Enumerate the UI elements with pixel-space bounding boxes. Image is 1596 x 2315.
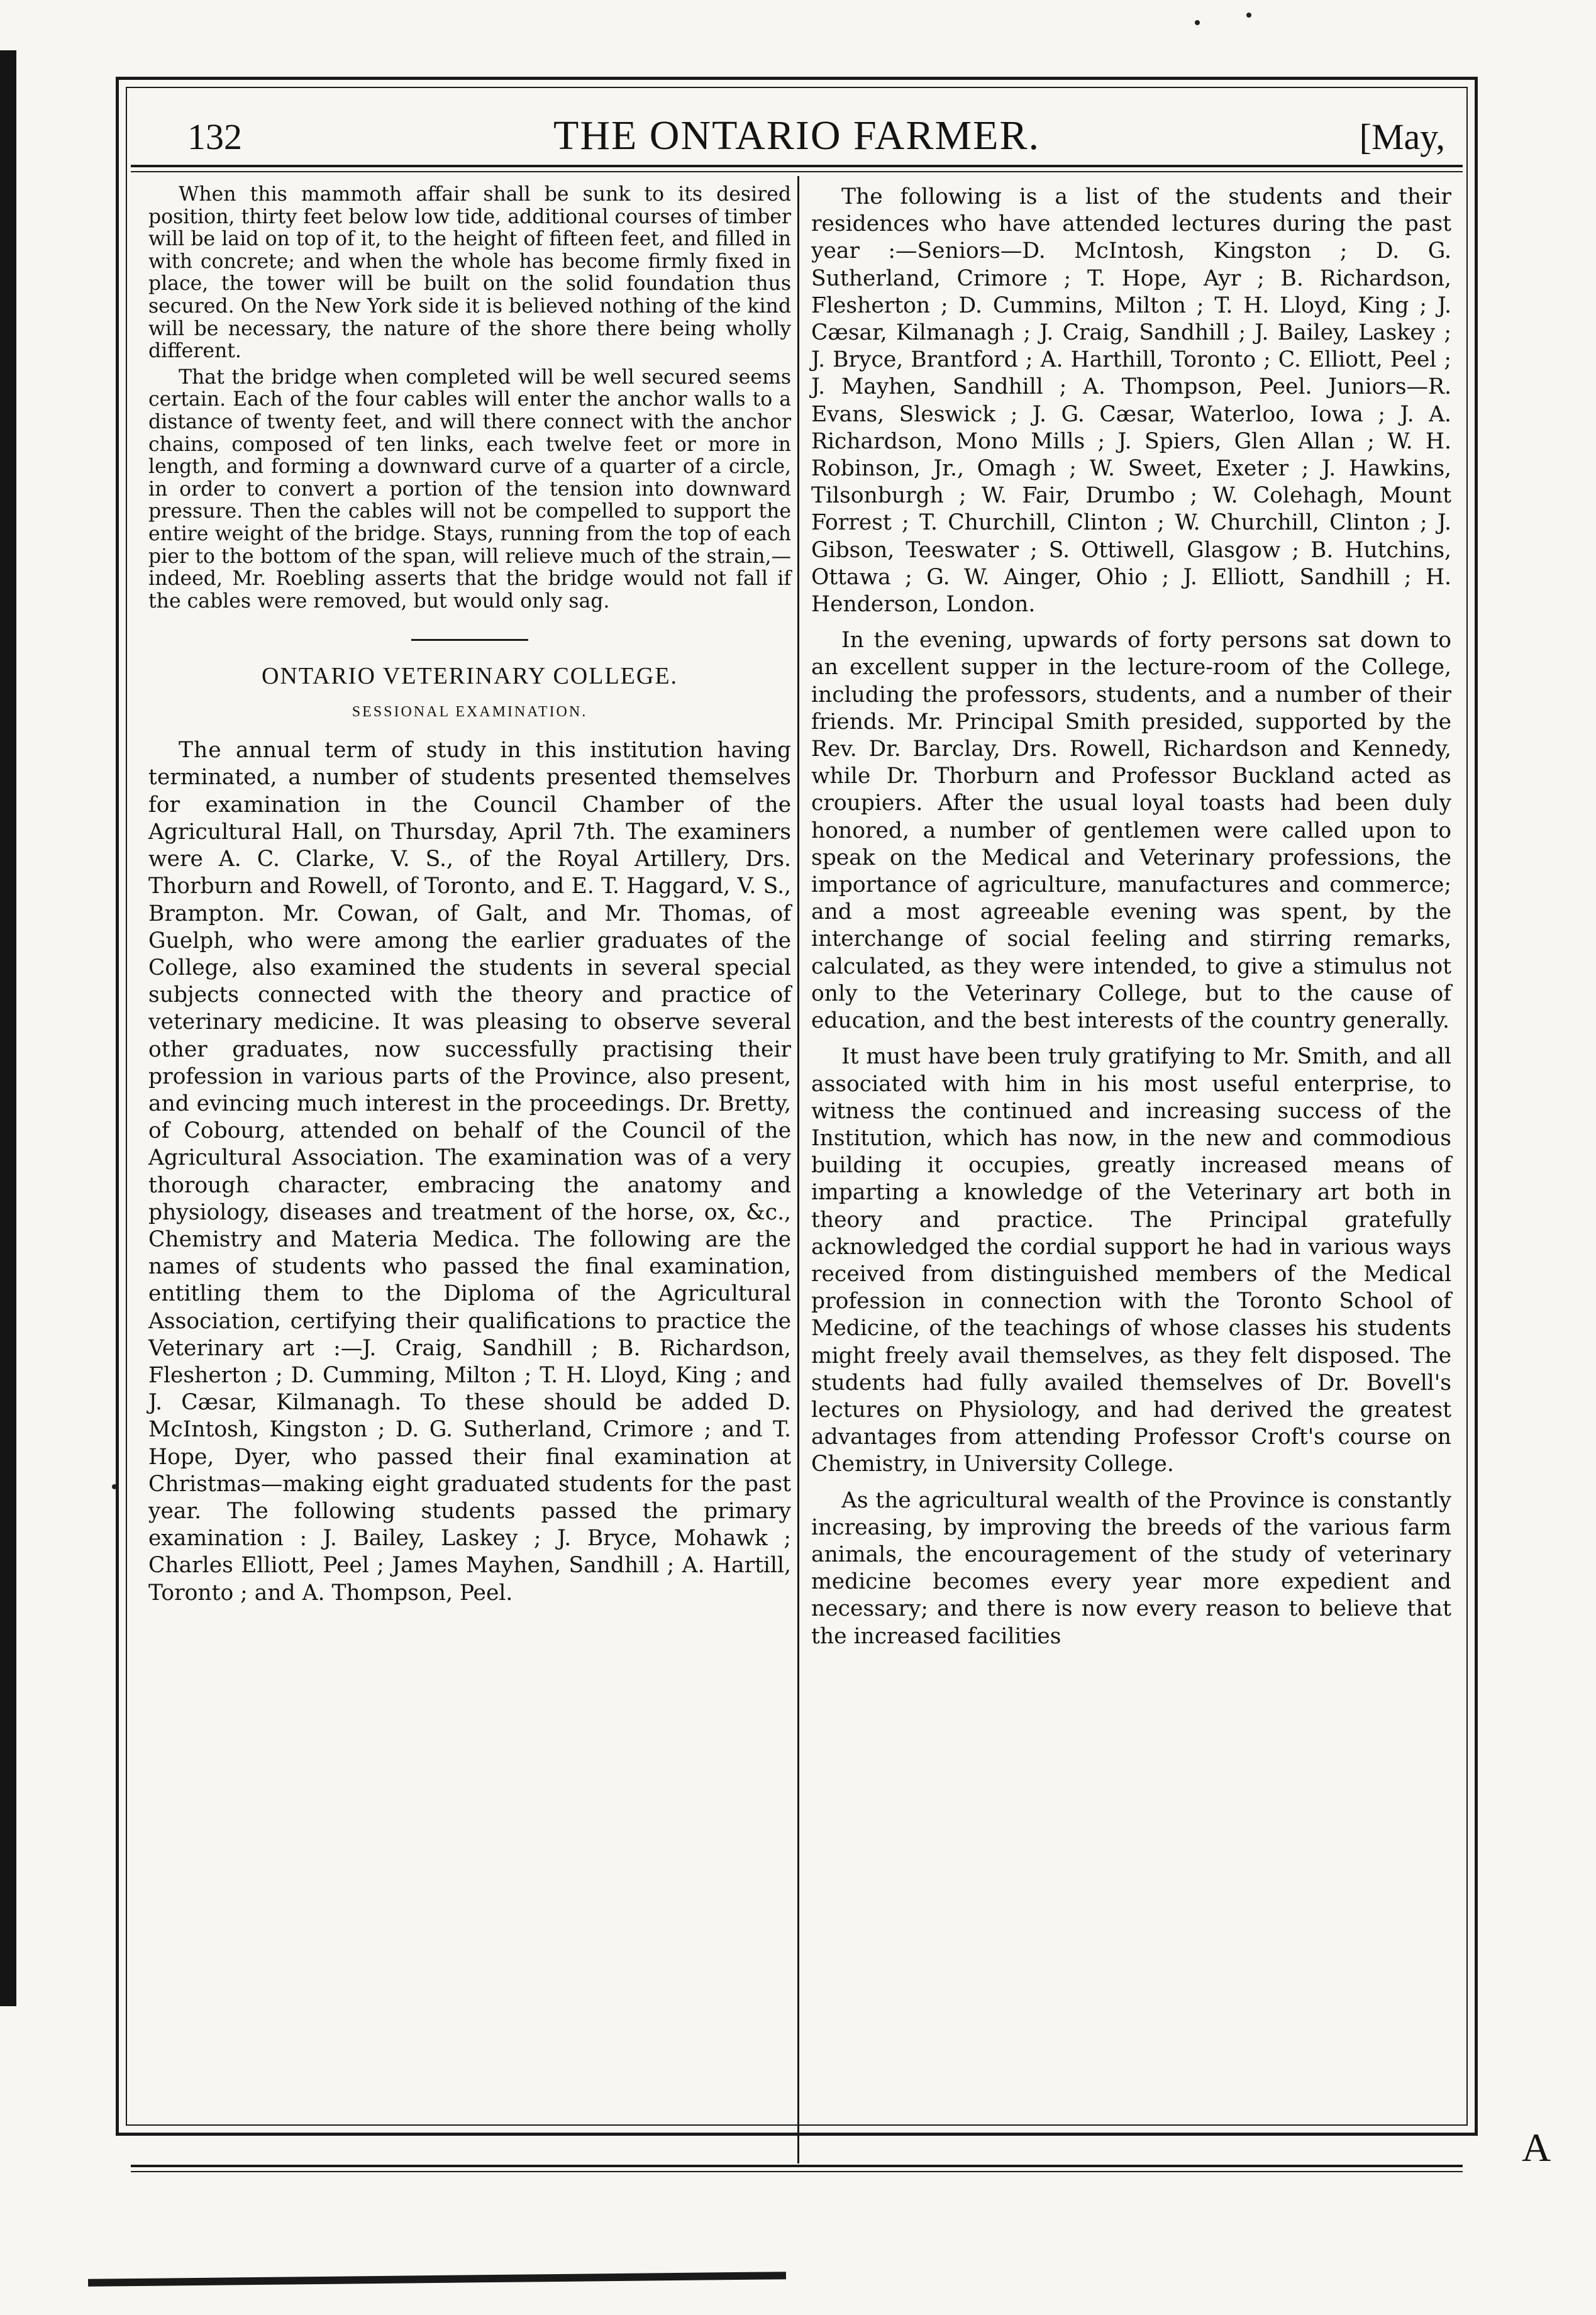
section-separator xyxy=(411,639,528,641)
left-column xyxy=(148,184,791,1607)
scan-speck xyxy=(1246,13,1251,18)
paragraph-agricultural-wealth: As the agricultural wealth of the Province is constantly increasing, by improving the breeds of the various farm animals, the encouragement of the study of veterinary medicine becomes every year more expedient and necessary; and there is now every reason to believe that the increased facilities xyxy=(811,1487,1451,1649)
lead-word: The xyxy=(179,738,222,763)
page-month: [May, xyxy=(1359,116,1445,157)
right-column xyxy=(811,184,1451,1650)
section-title: ONTARIO VETERINARY COLLEGE. xyxy=(261,663,679,690)
scan-speck xyxy=(1195,20,1200,25)
page-number: 132 xyxy=(187,116,242,157)
footer-rule-thin xyxy=(131,2171,1463,2172)
paragraph-examination-body: annual term of study in this institution having terminated, a number of students presented themselves for examination in the Council Chamber of the Agricultural Hall, on Thursday, April 7th. The examiners were A. C. Clarke, V. S., of the Royal Artillery, Drs. Thorburn and Rowell, of Toronto, and E. T. Haggard, V. S., Brampton. Mr. Cowan, of Galt, and Mr. Thomas, of Guelph, who were among the earlier graduates of the College, also examined the students in several special subjects connected with the theory and practice of veterinary medicine. It was pleasing to observe several other graduates, now successfully practising their profession in various parts of the Province, also present, and evincing much interest in the proceedings. Dr. Bretty, of Cobourg, attended on behalf of the Council of the Agricultural Association. The examination was of a very thorough character, embracing the anatomy and physiology, diseases and treatment of the horse, ox, &c., Chemistry and Materia Medica. The following are the names of students who passed the final examination, entitling them to the Diploma of the Agricultural Association, certifying their qualifications to practice the Veterinary art :—J. Craig, Sandhill ; B. Richardson, Flesherton ; D. Cumming, Milton ; T. H. Lloyd, King ; and J. Cæsar, Kilmanagh. To these should be added D. McIntosh, Kingston ; D. G. Sutherland, Crimore ; and T. Hope, Dyer, who passed their final examination at Christmas—making eight graduated students for the past year. The following students passed the primary examination : J. Bailey, Laskey ; J. Bryce, Mohawk ; Charles Elliott, Peel ; James Mayhen, Sandhill ; A. Hartill, Toronto ; and A. Thompson, Peel. xyxy=(148,738,791,1606)
paragraph-student-list: The following is a list of the students and their residences who have attended lectures during the past year :—Seniors—D. McIntosh, Kingston ; D. G. Sutherland, Crimore ; T. Hope, Ayr ; B. Richardson, Flesherton ; D. Cummins, Milton ; T. H. Lloyd, King ; J. Cæsar, Kilmanagh ; J. Craig, Sandhill ; J. Bailey, Laskey ; J. Bryce, Brantford ; A. Harthill, Toronto ; C. Elliott, Peel ; J. Mayhen, Sandhill ; A. Thompson, Peel. Juniors—R. Evans, Sleswick ; J. G. Cæsar, Waterloo, Iowa ; J. A. Richardson, Mono Mills ; J. Spiers, Glen Allan ; W. H. Robinson, Jr., Omagh ; W. Sweet, Exeter ; J. Hawkins, Tilsonburgh ; W. Fair, Drumbo ; W. Colehagh, Mount Forrest ; T. Churchill, Clinton ; W. Churchill, Clinton ; J. Gibson, Teeswater ; S. Ottiwell, Glasgow ; B. Hutchins, Ottawa ; G. W. Ainger, Ohio ; J. Elliott, Sandhill ; H. Henderson, London. xyxy=(811,184,1451,618)
page-title: THE ONTARIO FARMER. xyxy=(553,113,1040,158)
scan-edge-shadow xyxy=(0,50,16,2006)
section-subtitle: SESSIONAL EXAMINATION. xyxy=(352,704,588,721)
paragraph-bridge-foundation: When this mammoth affair shall be sunk to its desired position, thirty feet below low tide, additional courses of timber will be laid on top of it, to the height of fifteen feet, and filled in with concrete; and when the whole has become firmly fixed in place, the tower will be built on the solid foundation thus secured. On the New York side it is believed nothing of the kind will be necessary, the nature of the shore there being wholly different. xyxy=(148,183,791,363)
paragraph-gratifying: It must have been truly gratifying to Mr. Smith, and all associated with him in his most useful enterprise, to witness the continued and increasing success of the Institution, which has now, in the new and commodious building it occupies, greatly increased means of imparting a knowledge of the Veterinary art both in theory and practice. The Principal gratefully acknowledged the cordial support he had in various ways received from distinguished members of the Medical profession in connection with the Toronto School of Medicine, of the teachings of whose classes his students might freely avail themselves, as they felt disposed. The students had fully availed themselves of Dr. Bovell's lectures on Physiology, and had derived the greatest advantages from attending Professor Croft's course on Chemistry, in University College. xyxy=(811,1044,1451,1477)
paragraph-bridge-cables: That the bridge when completed will be well secured seems certain. Each of the four cables will enter the anchor walls to a distance of twenty feet, and will there connect with the anchor chains, composed of ten links, each twelve feet or more in length, and forming a downward curve of a quarter of a circle, in order to convert a portion of the tension into downward pressure. Then the cables will not be compelled to support the entire weight of the bridge. Stays, running from the top of each pier to the bottom of the span, will relieve much of the strain,—indeed, Mr. Roebling asserts that the bridge would not fall if the cables were removed, but would only sag. xyxy=(148,365,791,613)
scan-edge-shadow-bottom xyxy=(88,2272,786,2287)
header-rule xyxy=(131,165,1463,167)
running-header xyxy=(131,111,1463,171)
margin-mark: A xyxy=(1522,2125,1551,2170)
paragraph-examination xyxy=(148,737,791,1607)
column-divider xyxy=(797,176,799,2163)
footer-rule xyxy=(131,2165,1463,2167)
header-rule-thin xyxy=(131,171,1463,172)
paragraph-evening-supper: In the evening, upwards of forty persons sat down to an excellent supper in the lecture-room of the College, including the professors, students, and a number of their friends. Mr. Principal Smith presided, supported by the Rev. Dr. Barclay, Drs. Rowell, Richardson and Kennedy, while Dr. Thorburn and Professor Buckland acted as croupiers. After the usual loyal toasts had been duly honored, a number of gentlemen were called upon to speak on the Medical and Veterinary professions, the importance of agriculture, manufactures and commerce; and a most agreeable evening was spent, by the interchange of social feeling and stirring remarks, calculated, as they were intended, to give a stimulus not only to the Veterinary College, but to the cause of education, and the best interests of the country generally. xyxy=(811,628,1451,1034)
